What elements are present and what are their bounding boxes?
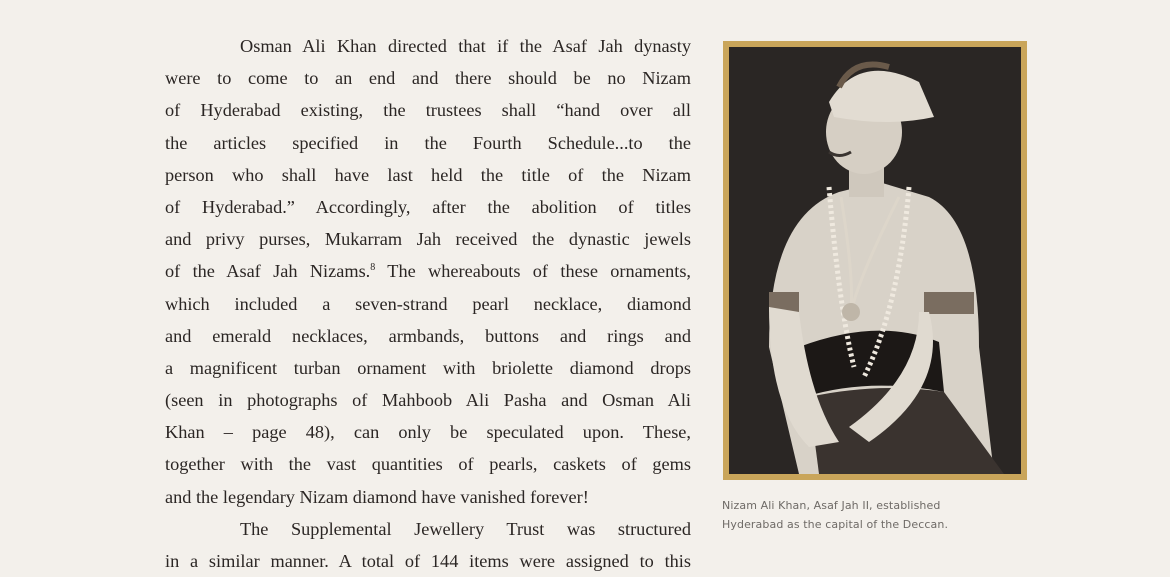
- figure-caption: [722, 496, 948, 534]
- text-line-content: Osman Ali Khan directed that if the Asaf Jah dynasty: [240, 36, 691, 56]
- text-line: [165, 94, 691, 126]
- text-line-content: of Hyderabad.” Accordingly, after the abolition of titles: [165, 196, 691, 217]
- text-line: [165, 513, 691, 545]
- text-line: [165, 352, 691, 384]
- text-line: [165, 127, 691, 159]
- text-line-content: of Hyderabad existing, the trustees shall “hand over all: [165, 100, 691, 121]
- text-line: [165, 223, 691, 255]
- text-line-content: The Supplemental Jewellery Trust was structured: [240, 518, 691, 539]
- text-line-content: the articles specified in the Fourth Schedule...to the: [165, 132, 691, 153]
- text-line: [165, 384, 691, 416]
- text-line: [165, 191, 691, 223]
- text-line-content: and emerald necklaces, armbands, buttons and rings and: [165, 325, 691, 346]
- text-line: [165, 448, 691, 480]
- portrait-frame: [723, 41, 1027, 480]
- body-text: [165, 30, 691, 577]
- text-line: [165, 30, 691, 62]
- text-line-content: in a similar manner. A total of 144 items were assigned to this: [165, 551, 691, 571]
- text-line: [165, 255, 691, 287]
- text-line: [165, 416, 691, 448]
- text-line: [165, 159, 691, 191]
- text-line-content: person who shall have last held the title of the Nizam: [165, 164, 691, 185]
- text-line-content: together with the vast quantities of pearls, caskets of gems: [165, 454, 691, 475]
- text-line: [165, 320, 691, 352]
- text-line: [165, 62, 691, 94]
- text-line: [165, 481, 691, 513]
- caption-line: Hyderabad as the capital of the Deccan.: [722, 518, 949, 531]
- text-line-content: Khan – page 48), can only be speculated upon. These,: [165, 422, 691, 443]
- text-segment: of the Asaf Jah Nizams.: [165, 261, 371, 282]
- text-line: [165, 288, 691, 320]
- text-line-content: were to come to an end and there should be no Nizam: [165, 68, 691, 89]
- caption-line: Nizam Ali Khan, Asaf Jah II, established: [722, 499, 941, 512]
- text-line: [165, 545, 691, 577]
- text-line-content: and privy purses, Mukarram Jah received the dynastic jewels: [165, 229, 691, 250]
- text-line-content: which included a seven-strand pearl necklace, diamond: [165, 293, 691, 314]
- text-line-content: a magnificent turban ornament with briolette diamond drops: [165, 357, 691, 378]
- text-segment: The whereabouts of these ornaments,: [375, 261, 692, 282]
- text-line-content: and the legendary Nizam diamond have vanished forever!: [165, 486, 589, 507]
- portrait-image: [729, 47, 1021, 474]
- text-line-content: [165, 261, 691, 281]
- footnote-reference[interactable]: 8: [370, 262, 376, 274]
- text-line-content: (seen in photographs of Mahboob Ali Pasha and Osman Ali: [165, 390, 691, 411]
